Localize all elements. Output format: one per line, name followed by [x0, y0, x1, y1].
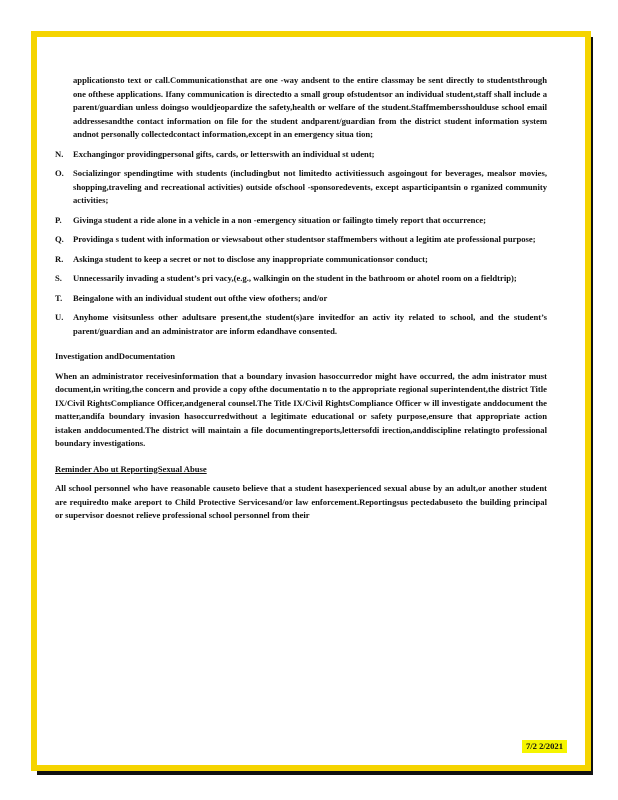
- document-body: [55, 74, 547, 523]
- date-badge: 7/2 2/2021: [522, 740, 567, 753]
- list-letter: N.: [55, 148, 64, 159]
- investigation-paragraph: When an administrator receivesinformation that a boundary invasion hasoccurredor might have occurred, the adm inistrator must document,in writing,the concern and provide a copy ofthe documentatio n to the appropriate regional superintendent,the district Title IX/Civil RightsCompliance Officer,andgeneral counsel.The Title IX/Civil RightsCompliance Officer w ill investigate anddocument the matter,andifa boundary invasion hasoccurredwithout a legitimate educational or safety purpose,ensure that appropriate action istaken anddocumented.The district will maintain a file documentingreports,lettersofdi irection,anddiscipline relatingto professional boundary investigations.: [55, 370, 547, 448]
- list-letter: P.: [55, 214, 62, 225]
- list-text: Unnecessarily invading a student’s pri vacy,(e.g., walkingin on the student in the bathroom or ahotel room on a fieldtrip);: [73, 273, 517, 283]
- list-text: Anyhome visitsunless other adultsare present,the student(s)are invitedfor an activ ity related to school, and the student’s parent/guardian and an administrator are inform edandhave consented.: [73, 312, 547, 336]
- list-letter: U.: [55, 312, 64, 322]
- list-item-t: [55, 292, 547, 306]
- reminder-paragraph: All school personnel who have reasonable causeto believe that a student hasexperienced sexual abuse by an adult,or another student are requiredto make areport to Child Protective Servicesand/or law enforcement.Reportingsus pectedabuseto the building principal or supervisor doesnot relieve professional school personnel from their: [55, 483, 547, 520]
- list-letter: Q.: [55, 234, 64, 244]
- list-letter: R.: [55, 253, 64, 264]
- list-text: Askinga student to keep a secret or not to disclose any inappropriate communicationsor conduct;: [73, 253, 428, 264]
- list-item-r: [55, 253, 547, 267]
- list-text: Providinga s tudent with information or viewsabout other studentsor staffmembers without a legitim ate professional purpose;: [73, 234, 536, 244]
- list-text: Exchangingor providingpersonal gifts, cards, or letterswith an individual st udent;: [73, 148, 375, 159]
- list-item-u: [55, 311, 547, 338]
- list-letter: S.: [55, 273, 62, 283]
- list-text: Socializingor spendingtime with students (includingbut not limitedto activitiessuch asgoingout for beverages, mealsor movies, shopping,traveling and recreational activities) outside ofschool -sponsoredevents, except asparticipantsin o rganized community activities;: [73, 168, 547, 205]
- section-heading-investigation: Investigation andDocumentation: [55, 351, 176, 361]
- section-heading-reminder: [55, 463, 547, 477]
- list-item-s: [55, 272, 547, 286]
- list-item-o: [55, 167, 547, 208]
- document-page: [31, 31, 591, 771]
- list-text: Beingalone with an individual student out ofthe view ofothers; and/or: [73, 292, 328, 303]
- list-letter: O.: [55, 168, 64, 178]
- reminder-heading-text: Reminder Abo ut ReportingSexual Abuse: [55, 463, 207, 474]
- list-item-q: [55, 233, 547, 247]
- intro-continuation: applicationsto text or call.Communicationsthat are one -way andsent to the entire classmay be sent directly to studentsthrough one ofthese applications. Ifany communication is directedto a small group ofstudentsor an individual student,staff shall include a parent/guardian unless doingso wouldjeopardize the safety,health or welfare of the student.Staffmembersshoulduse school email addressesandthe contact information on file for the student andparent/guardian from the district student information system andnot personally collectedcontact information,except in an emergency situa tion;: [73, 75, 547, 139]
- list-letter: T.: [55, 292, 63, 303]
- list-item-p: [55, 214, 547, 228]
- list-item-n: [55, 148, 547, 162]
- list-text: Givinga student a ride alone in a vehicle in a non -emergency situation or failingto timely report that occurrence;: [73, 214, 486, 225]
